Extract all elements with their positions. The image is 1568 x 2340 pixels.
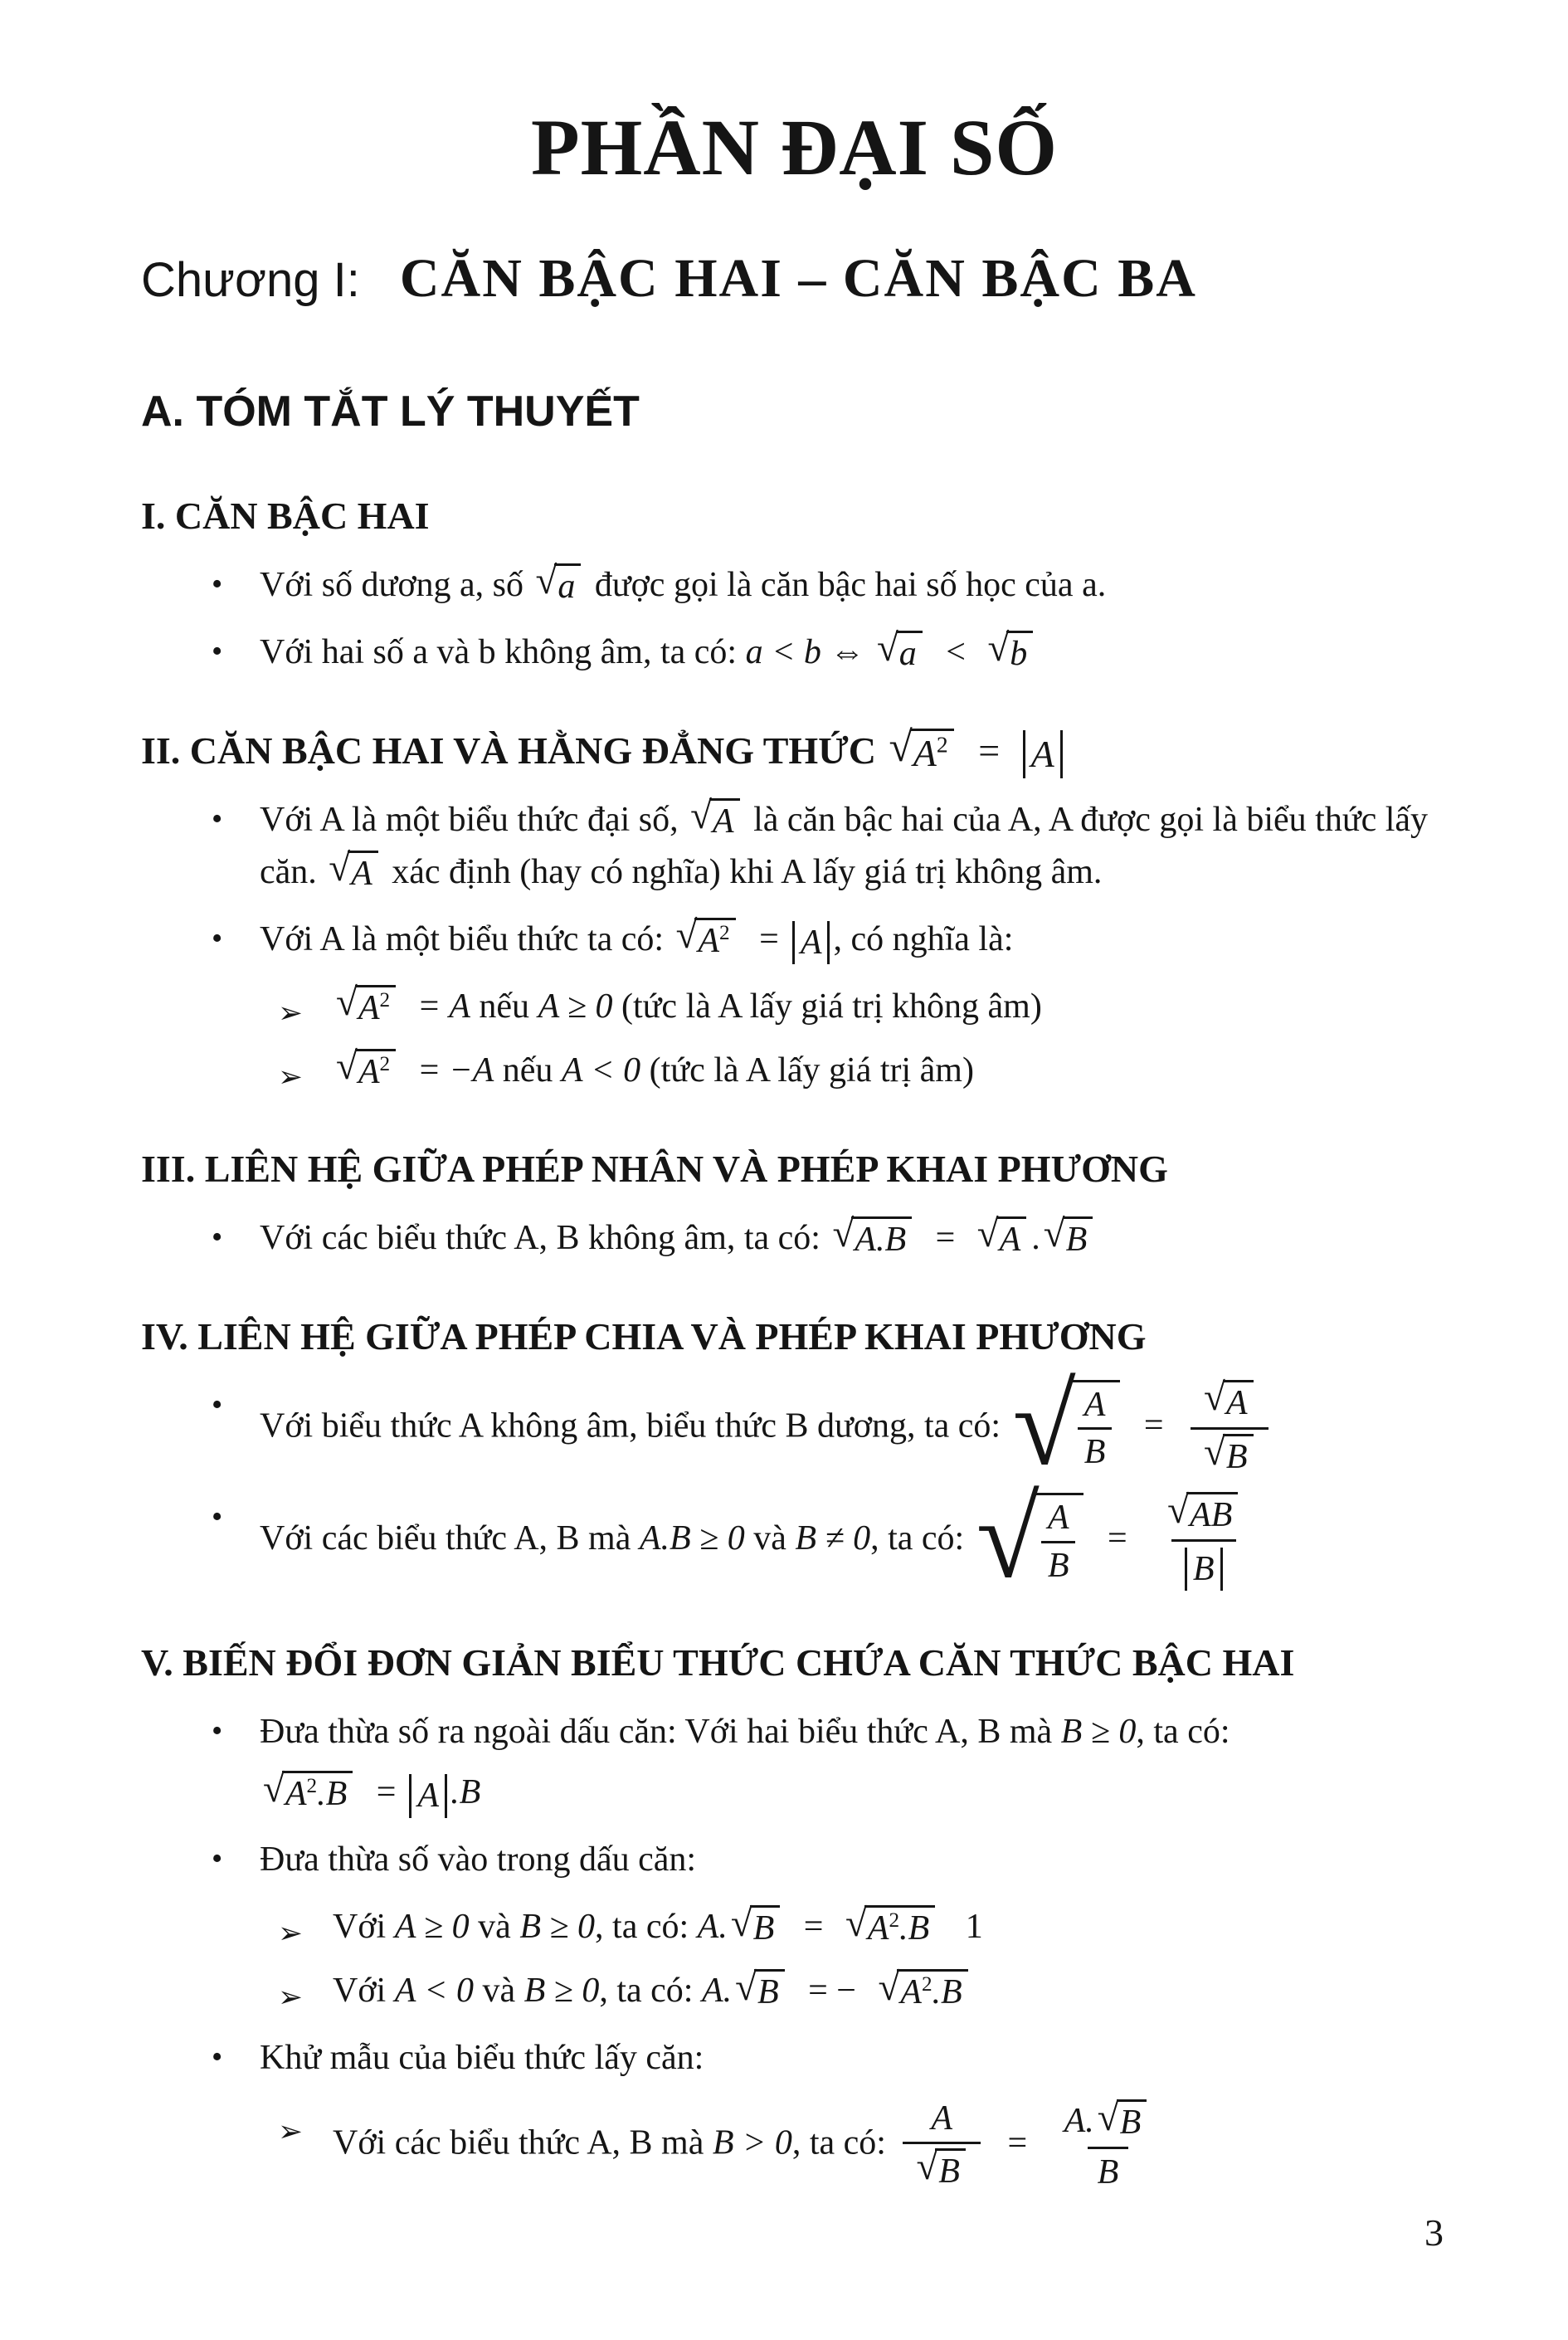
bullet-icon: • <box>212 1387 223 1422</box>
math-condition: B ≥ 0 <box>523 1972 600 2011</box>
math-expression: A.B <box>855 1220 907 1259</box>
arrow-item <box>278 2095 1448 2192</box>
radical-sign: √ <box>878 1965 900 2009</box>
radicand <box>851 1216 912 1260</box>
arrow-icon: ➢ <box>278 2114 303 2149</box>
math-expression: .B <box>317 1775 348 1814</box>
radicand <box>348 851 378 894</box>
equals-sign: = <box>1007 2123 1028 2162</box>
section-3-heading: III. LIÊN HỆ GIỮA PHÉP NHÂN VÀ PHÉP KHAI PHƯƠNG <box>141 1147 1168 1190</box>
radicand <box>935 2148 966 2191</box>
math-var: A <box>712 802 734 841</box>
radical-sign: √ <box>535 559 558 603</box>
denominator <box>1191 1427 1268 1477</box>
math-var: A <box>1030 733 1054 776</box>
bullet-item <box>212 1212 1448 1265</box>
math-var: A <box>800 923 822 962</box>
text-run: và <box>753 1519 786 1558</box>
superscript: 2 <box>379 1052 391 1075</box>
radical-sign: √ <box>889 724 913 772</box>
denominator: B <box>1088 2147 1129 2191</box>
math-var: a <box>898 634 917 673</box>
equals-sign: = <box>759 919 779 958</box>
bullet-item <box>212 1474 1448 1602</box>
sqrt-expression <box>329 846 377 894</box>
radical-sign: √ <box>845 1901 867 1945</box>
arrow-item <box>278 1045 1448 1097</box>
equals-sign: = <box>935 1218 956 1257</box>
text-run: , ta có: <box>1136 1713 1230 1752</box>
bullet-item <box>212 626 1448 679</box>
superscript: 2 <box>306 1775 318 1798</box>
numerator <box>1154 1488 1253 1539</box>
math-var: B <box>752 1909 775 1948</box>
text-run: , ta có: <box>599 1972 694 2011</box>
sqrt-expression <box>889 724 954 776</box>
radicand <box>1071 1380 1121 1471</box>
dot-operator: . <box>1031 1218 1040 1257</box>
bullet-item <box>212 1706 1448 1819</box>
radicand <box>1223 1380 1254 1423</box>
radical-sign: √ <box>976 1474 1040 1602</box>
radicand <box>996 1216 1027 1260</box>
math-expression: a < b ⇔ <box>745 632 865 671</box>
math-var: A <box>417 1777 440 1816</box>
arrow-item <box>278 1965 1448 2017</box>
fraction <box>1054 2095 1162 2192</box>
formula <box>829 1212 1098 1259</box>
math-condition: B > 0 <box>712 2123 792 2162</box>
bullet-icon: • <box>212 1841 223 1877</box>
section-1-heading: I. CĂN BẬC HAI <box>141 494 430 537</box>
sqrt-expression <box>675 914 736 961</box>
text-run: (tức là A lấy giá trị không âm) <box>621 987 1042 1026</box>
math-var: A <box>698 921 720 960</box>
math-condition: B ≥ 0 <box>519 1908 596 1947</box>
text-run: Với các biểu thức A, B mà <box>260 1519 631 1558</box>
math-condition: A ≥ 0 <box>394 1908 470 1947</box>
arrow-item-text <box>333 1045 1448 1097</box>
bullet-text <box>260 559 1448 612</box>
sqrt-expression <box>535 559 582 607</box>
math-condition: A ≥ 0 <box>538 987 613 1026</box>
sqrt-expression <box>690 794 739 841</box>
less-than-sign: < <box>946 632 966 671</box>
radicand <box>1186 1492 1238 1535</box>
math-var: A <box>285 1775 307 1814</box>
chapter-label: Chương I: <box>141 252 360 307</box>
math-expression: A. <box>701 1972 733 2011</box>
radicand <box>1223 1434 1254 1477</box>
formula-line <box>260 1767 1448 1819</box>
sqrt-expression <box>263 1767 353 1814</box>
radical-sign: √ <box>690 794 712 838</box>
numerator <box>1191 1376 1268 1427</box>
radical-sign: √ <box>987 626 1010 670</box>
sqrt-expression <box>1097 2095 1147 2143</box>
section-a-title: A. TÓM TẮT LÝ THUYẾT <box>141 387 640 436</box>
radical-sign: √ <box>1204 1430 1225 1474</box>
bullet-text <box>260 1474 1448 1602</box>
identity-formula <box>886 724 1066 776</box>
math-var: a <box>558 567 576 606</box>
bullet-text <box>260 1212 1448 1265</box>
section-4-heading: IV. LIÊN HỆ GIỮA PHÉP CHIA VÀ PHÉP KHAI PHƯƠNG <box>141 1314 1147 1358</box>
radicand <box>355 1049 396 1092</box>
absolute-value <box>409 1774 447 1818</box>
math-var: B <box>938 2152 960 2191</box>
bullet-item <box>212 914 1448 966</box>
fraction <box>903 2099 980 2191</box>
text-run: Khử mẫu của biểu thức lấy căn: <box>260 2039 704 2078</box>
superscript: 2 <box>379 988 391 1012</box>
math-var: B <box>1192 1549 1215 1588</box>
bullet-icon: • <box>212 566 223 602</box>
equals-sign: = <box>1143 1406 1164 1445</box>
text-run: Với <box>333 1972 387 2011</box>
fraction <box>1041 1499 1076 1584</box>
page-title: PHẦN ĐẠI SỐ <box>530 103 1059 192</box>
sqrt-expression <box>845 1901 935 1948</box>
text-run: , có nghĩa là: <box>833 919 1014 958</box>
radical-sign: √ <box>1012 1361 1076 1489</box>
math-var: A <box>999 1220 1021 1259</box>
radical-sign: √ <box>336 981 358 1025</box>
bullet-icon: • <box>212 1714 223 1749</box>
sqrt-expression <box>1167 1488 1238 1535</box>
bullet-item <box>212 1834 1448 1886</box>
math-var: A <box>449 987 470 1026</box>
equals-sign: = <box>419 987 440 1026</box>
text-run: Với các biểu thức A, B không âm, ta có: <box>260 1218 821 1257</box>
numerator: A <box>1047 1499 1069 1538</box>
math-condition: B ≠ 0 <box>795 1519 871 1558</box>
radicand <box>896 631 923 674</box>
text-run: Với số dương a, số <box>260 565 524 604</box>
fraction <box>1191 1376 1268 1478</box>
radical-sign: √ <box>1204 1376 1225 1420</box>
math-var: A <box>358 988 380 1027</box>
text-run: Với hai số a và b không âm, ta có: <box>260 632 738 671</box>
radicand <box>897 1969 967 2012</box>
radicand <box>1063 1216 1093 1260</box>
math-var: A <box>351 854 373 893</box>
math-var: A <box>1225 1383 1248 1422</box>
radicand <box>750 1905 781 1948</box>
numerator: A <box>931 2099 953 2138</box>
math-expression: A. <box>697 1908 728 1947</box>
formula <box>745 626 1039 673</box>
text-run: Với A là một biểu thức đại số, <box>260 800 679 839</box>
text-run: là căn bậc hai của A, A được gọi là biểu thức lấy căn. <box>260 800 1429 891</box>
radical-sign: √ <box>1097 2095 1119 2139</box>
equals-sign: = <box>978 729 1001 772</box>
sqrt-expression <box>987 626 1033 674</box>
sqrt-expression <box>730 1901 780 1948</box>
text-run: , ta có: <box>791 2123 886 2162</box>
arrow-icon: ➢ <box>278 1916 303 1951</box>
text-run: Đưa thừa số vào trong dấu căn: <box>260 1840 697 1879</box>
radicand <box>864 1905 935 1948</box>
radicand <box>554 563 581 607</box>
numerator <box>1054 2095 1162 2147</box>
section-2-heading-text: II. CĂN BẬC HAI VÀ HẰNG ĐẲNG THỨC <box>141 729 876 772</box>
arrow-icon: ➢ <box>278 1060 303 1094</box>
math-var: B <box>1225 1437 1248 1476</box>
superscript: 2 <box>889 1909 900 1933</box>
equals-sign: = <box>376 1773 397 1812</box>
math-expression: AB <box>1189 1496 1233 1535</box>
bullet-text <box>260 1834 1448 1886</box>
absolute-value <box>1185 1548 1223 1592</box>
radicand <box>1035 1493 1084 1584</box>
text-run: , ta có: <box>595 1908 689 1947</box>
fraction <box>1154 1488 1253 1591</box>
page-number: 3 <box>1424 2211 1444 2254</box>
text-run: nếu <box>479 987 530 1026</box>
arrow-item <box>278 1901 1448 1953</box>
radicand <box>282 1771 353 1814</box>
denominator: B <box>1041 1541 1076 1585</box>
equals-minus-sign: = − <box>808 1972 856 2011</box>
fraction <box>1078 1386 1113 1471</box>
sqrt-expression <box>1204 1376 1253 1423</box>
math-var: A <box>913 731 937 774</box>
math-expression: .B <box>932 1973 962 2012</box>
equals-sign: = <box>1107 1519 1127 1558</box>
bullet-text <box>260 626 1448 679</box>
arrow-item-text <box>333 1965 1448 2017</box>
bullet-icon: • <box>212 801 223 836</box>
math-var: A <box>358 1052 380 1091</box>
bullet-item <box>212 794 1448 899</box>
text-run: được gọi là căn bậc hai số học của a. <box>594 565 1107 604</box>
radicand <box>1117 2099 1147 2143</box>
arrow-icon: ➢ <box>278 996 303 1031</box>
sqrt-expression <box>1204 1430 1253 1477</box>
absolute-value <box>1023 730 1063 778</box>
math-condition: A < 0 <box>394 1972 474 2011</box>
arrow-item <box>278 981 1448 1033</box>
math-var: B <box>1119 2104 1142 2143</box>
math-var: B <box>757 1973 779 2012</box>
chapter-heading <box>141 237 1448 319</box>
section-5-heading: V. BIẾN ĐỔI ĐƠN GIẢN BIỂU THỨC CHỨA CĂN THỨC BẬC HAI <box>141 1641 1295 1684</box>
sqrt-expression <box>1043 1212 1093 1260</box>
sqrt-expression <box>336 981 396 1028</box>
text-run: và <box>478 1908 511 1947</box>
radical-sign: √ <box>876 626 898 670</box>
bullet-item <box>212 559 1448 612</box>
bullet-icon: • <box>212 633 223 669</box>
radicand <box>910 729 954 776</box>
radical-sign: √ <box>730 1901 752 1945</box>
arrow-item-text <box>333 981 1448 1033</box>
math-var: A <box>900 1973 922 2012</box>
math-var: A <box>867 1909 889 1948</box>
math-expression: .B <box>899 1909 930 1948</box>
sqrt-expression <box>878 1965 967 2012</box>
bullet-icon: • <box>212 1219 223 1255</box>
radicand <box>355 985 396 1028</box>
math-expression: A. <box>1064 2102 1094 2141</box>
radical-sign: √ <box>336 1045 358 1089</box>
math-condition: A.B ≥ 0 <box>639 1519 745 1558</box>
radical-sign: √ <box>675 914 698 958</box>
superscript: 2 <box>921 1973 933 1996</box>
bullet-text <box>260 2032 1448 2084</box>
bullet-text <box>260 1706 1448 1819</box>
bullet-icon: • <box>212 1499 223 1535</box>
text-run: Với <box>333 1908 387 1947</box>
radical-sign: √ <box>976 1212 999 1256</box>
denominator <box>903 2142 980 2191</box>
radicand <box>754 1969 785 2012</box>
bullet-item <box>212 1361 1448 1489</box>
section-2-heading <box>141 722 1448 779</box>
stray-digit: 1 <box>965 1908 983 1947</box>
radical-sign: √ <box>263 1767 285 1811</box>
radical-sign: √ <box>735 1965 757 2009</box>
math-expression: .B <box>450 1773 481 1812</box>
text-run: nếu <box>502 1051 553 1090</box>
math-var: −A <box>449 1051 494 1090</box>
text-run: xác định (hay có nghĩa) khi A lấy giá trị không âm. <box>392 852 1103 891</box>
math-condition: B ≥ 0 <box>1060 1713 1137 1752</box>
text-run: Với A là một biểu thức ta có: <box>260 919 665 958</box>
radicand <box>694 918 735 961</box>
text-run: (tức là A lấy giá trị âm) <box>649 1051 974 1090</box>
arrow-item-text <box>333 2095 1448 2192</box>
radical-sign: √ <box>916 2145 938 2189</box>
radical-sign: √ <box>1043 1212 1065 1256</box>
sqrt-expression <box>976 1212 1026 1260</box>
absolute-value <box>792 921 830 965</box>
arrow-icon: ➢ <box>278 1980 303 2015</box>
text-run: và <box>482 1972 516 2011</box>
chapter-title: CĂN BẬC HAI – CĂN BẬC BA <box>399 247 1197 309</box>
sqrt-expression <box>336 1045 396 1092</box>
math-condition: A < 0 <box>561 1051 641 1090</box>
superscript: 2 <box>936 731 948 758</box>
radicand <box>709 798 740 841</box>
radical-sign: √ <box>1167 1488 1189 1532</box>
bullet-text <box>260 914 1448 966</box>
denominator: B <box>1078 1427 1113 1471</box>
denominator <box>1171 1539 1236 1591</box>
bullet-icon: • <box>212 2040 223 2075</box>
sqrt-expression <box>832 1212 912 1260</box>
radicand <box>1006 631 1033 674</box>
superscript: 2 <box>719 921 730 944</box>
bullet-item <box>212 2032 1448 2084</box>
sqrt-of-fraction <box>1012 1361 1121 1489</box>
sqrt-of-fraction <box>976 1474 1084 1602</box>
radical-sign: √ <box>832 1212 855 1256</box>
bullet-text <box>260 794 1448 899</box>
text-run: , ta có: <box>870 1519 965 1558</box>
sqrt-expression <box>876 626 923 674</box>
equals-sign: = <box>803 1908 824 1947</box>
sqrt-expression <box>735 1965 784 2012</box>
sqrt-expression <box>916 2145 965 2191</box>
numerator: A <box>1083 1386 1106 1425</box>
text-run: Đưa thừa số ra ngoài dấu căn: Với hai biểu thức A, B mà <box>260 1713 1053 1752</box>
bullet-text <box>260 1361 1448 1489</box>
math-var: B <box>1065 1220 1088 1259</box>
math-var: b <box>1010 634 1028 673</box>
text-run: Với các biểu thức A, B mà <box>333 2123 704 2162</box>
radical-sign: √ <box>329 846 351 890</box>
arrow-item-text <box>333 1901 1448 1953</box>
bullet-icon: • <box>212 920 223 956</box>
text-run: Với biểu thức A không âm, biểu thức B dương, ta có: <box>260 1406 1001 1445</box>
equals-sign: = <box>419 1051 440 1090</box>
